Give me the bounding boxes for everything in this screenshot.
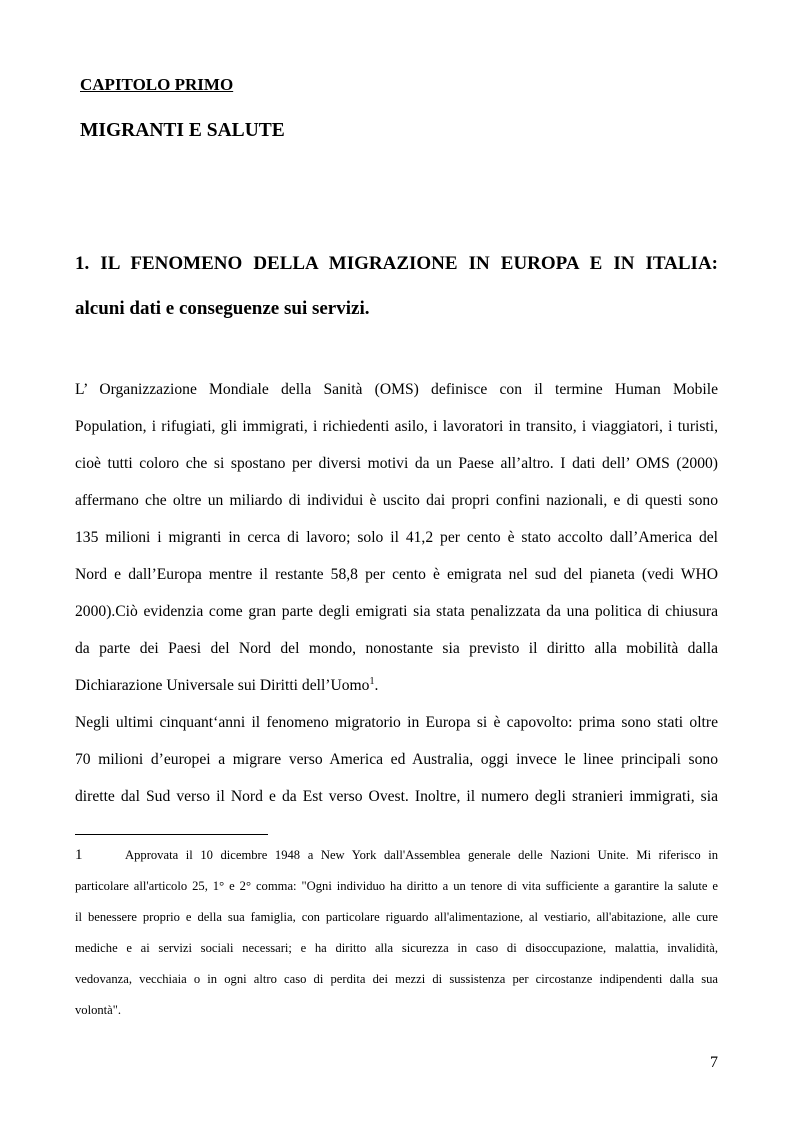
- footnote-line: mediche e ai servizi sociali necessari; e ha diritto alla sicurezza in caso di disoccupazione, malattia, invalidità,: [75, 941, 718, 955]
- body-line: affermano che oltre un miliardo di individui è uscito dai propri confini nazionali, e di questi sono: [75, 492, 718, 509]
- footnote-line: volontà".: [75, 1003, 122, 1017]
- footnote-number: 1: [75, 847, 83, 863]
- body-line: L’ Organizzazione Mondiale della Sanità (OMS) definisce con il termine Human Mobile: [75, 381, 718, 398]
- body-line: 70 milioni d’europei a migrare verso America ed Australia, oggi invece le linee principali sono: [75, 751, 718, 768]
- body-line: Population, i rifugiati, gli immigrati, i richiedenti asilo, i lavoratori in transito, i viaggiatori, i turisti,: [75, 418, 718, 435]
- section-title-line-1: 1. IL FENOMENO DELLA MIGRAZIONE IN EUROPA E IN ITALIA:: [75, 253, 718, 274]
- body-line: [75, 676, 718, 696]
- page-number: 7: [710, 1054, 718, 1071]
- footnote-separator: [75, 834, 268, 835]
- body-line: cioè tutti coloro che si spostano per diversi motivi da un Paese all’altro. I dati dell’ OMS (2000): [75, 455, 718, 472]
- body-line: 2000).Ciò evidenzia come gran parte degli emigrati sia stata penalizzata da una politica di chiusura: [75, 603, 718, 620]
- footnote-line-text: Approvata il 10 dicembre 1948 a New York dall'Assemblea generale delle Nazioni Unite. Mi riferisco in: [125, 848, 718, 862]
- body-line-end: .: [374, 677, 379, 694]
- footnote-line: il benessere proprio e della sua famiglia, con particolare riguardo all'alimentazione, al vestiario, all'abitazione, alle cure: [75, 910, 718, 924]
- footnote-reference[interactable]: 1: [369, 676, 375, 687]
- body-line: Nord e dall’Europa mentre il restante 58,8 per cento è emigrata nel sud del pianeta (vedi WHO: [75, 566, 718, 583]
- body-line: 135 milioni i migranti in cerca di lavoro; solo il 41,2 per cento è stato accolto dall’America del: [75, 529, 718, 546]
- footnote-line: particolare all'articolo 25, 1° e 2° comma: "Ogni individuo ha diritto a un tenore di vita sufficiente a garantire la salute e: [75, 879, 718, 893]
- body-line-text: Dichiarazione Universale sui Diritti dell’Uomo: [75, 677, 370, 694]
- body-line: dirette dal Sud verso il Nord e da Est verso Ovest. Inoltre, il numero degli stranieri immigrati, sia: [75, 788, 718, 805]
- footnote-line: vedovanza, vecchiaia o in ogni altro caso di perdita dei mezzi di sussistenza per circostanze indipendenti dalla sua: [75, 972, 718, 986]
- footnote-line: [75, 847, 718, 863]
- body-line: Negli ultimi cinquant‘anni il fenomeno migratorio in Europa si è capovolto: prima sono stati oltre: [75, 714, 718, 731]
- chapter-label: CAPITOLO PRIMO: [80, 75, 234, 94]
- chapter-title: MIGRANTI E SALUTE: [80, 120, 285, 141]
- body-line: da parte dei Paesi del Nord del mondo, nonostante sia previsto il diritto alla mobilità dalla: [75, 640, 718, 657]
- section-title-line-2: alcuni dati e conseguenze sui servizi.: [75, 298, 370, 319]
